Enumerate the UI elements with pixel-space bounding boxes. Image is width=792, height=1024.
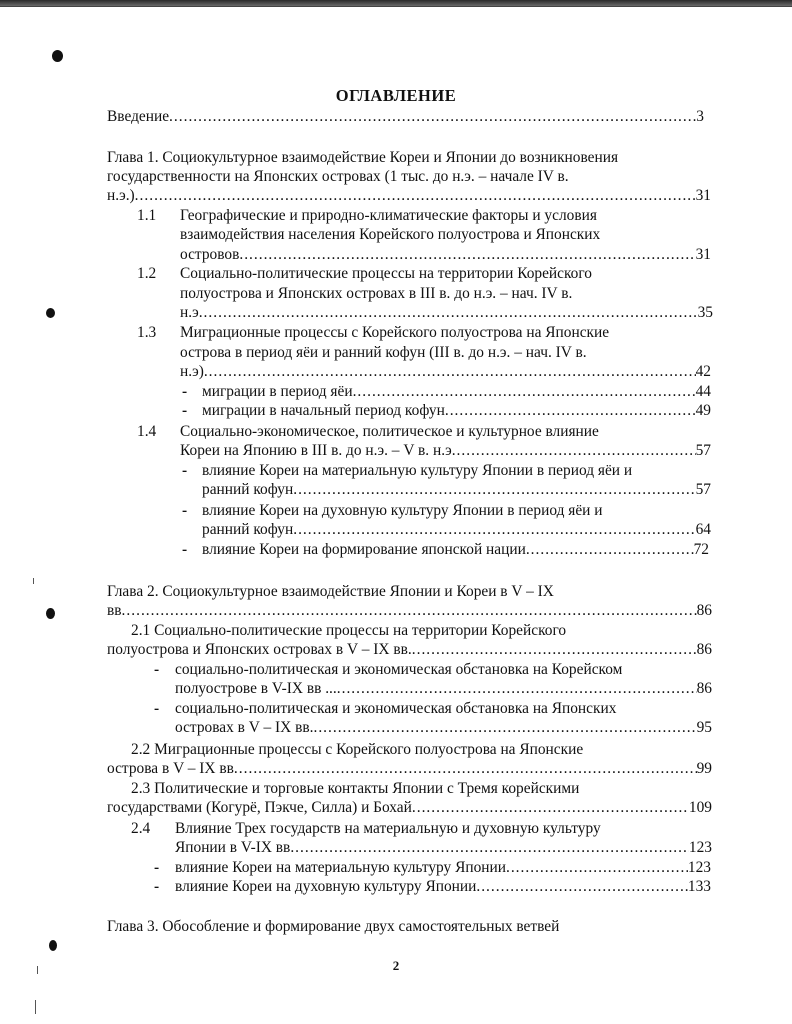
leader-dots	[239, 245, 695, 265]
toc-entry-chapter-1: н.э.) ..... 31	[107, 186, 711, 206]
toc-entry-1-3-bullet-1: миграции в период яёи ..... 44	[202, 382, 711, 402]
page-ref: 64	[695, 521, 711, 538]
section-2-1-bullet-2-line: социально-политическая и экономическая обстановка на Японских	[175, 700, 617, 717]
leader-dots	[204, 362, 696, 382]
toc-entry-2-3: государствами (Когурё, Пэкче, Силла) и Бохай ..... 109	[107, 798, 712, 818]
chapter-1-title-line: Глава 1. Социокультурное взаимодействие Кореи и Японии до возникновения	[107, 149, 619, 166]
page-ref: 99	[696, 760, 712, 777]
section-2-2-line: 2.2 Миграционные процессы с Корейского полуострова на Японские	[131, 741, 584, 758]
leader-dots	[313, 718, 696, 738]
page-number: 2	[392, 958, 400, 973]
leader-dots	[412, 640, 697, 660]
leader-dots	[526, 540, 694, 560]
section-1-3-line: острова в период яёи и ранний кофун (III в. до н.э. – нач. IV в.	[180, 344, 587, 361]
page-ref: 35	[697, 304, 713, 321]
toc-entry-2-2: острова в V – IX вв ..... 99	[107, 759, 712, 779]
bullet-dash: -	[154, 700, 160, 717]
section-number: 1.4	[137, 423, 157, 440]
leader-dots	[290, 838, 689, 858]
section-1-3-line: Миграционные процессы с Корейского полуострова на Японские	[180, 324, 610, 341]
toc-entry-2-1-bullet-1: полуострове в V-IX вв ... ..... 86	[175, 679, 712, 699]
section-number: 1.2	[137, 265, 157, 282]
section-2-3-line: 2.3 Политические и торговые контакты Японии с Тремя корейскими	[131, 780, 580, 797]
page-ref: 109	[688, 799, 712, 816]
leader-dots	[122, 601, 697, 621]
page-ref: 57	[695, 442, 711, 459]
section-number: 1.3	[137, 324, 157, 341]
section-2-4-line: Влияние Трех государств на материальную и духовную культуру	[175, 820, 601, 837]
page-ref: 42	[695, 363, 711, 380]
toc-entry-2-4-bullet-2: влияние Кореи на духовную культуру Японии ..... 133	[175, 877, 711, 897]
toc-entry-1-1: островов ..... 31	[180, 245, 711, 265]
page-ref: 86	[696, 680, 712, 697]
toc-entry-1-3-bullet-2: миграции в начальный период кофун ..... 49	[202, 401, 711, 421]
bullet-dash: -	[154, 661, 160, 678]
section-number: 1.1	[137, 207, 157, 224]
leader-dots	[234, 759, 697, 779]
bullet-dash: -	[182, 462, 188, 479]
bullet-dash: -	[154, 859, 160, 876]
page-ref: 86	[696, 641, 712, 658]
leader-dots	[412, 798, 689, 818]
chapter-2-title-line: Глава 2. Социокультурное взаимодействие Японии и Кореи в V – IX	[107, 583, 554, 600]
leader-dots	[452, 441, 696, 461]
section-1-1-line: взаимодействия населения Корейского полуострова и Японских	[180, 226, 601, 243]
bullet-dash: -	[154, 878, 160, 895]
section-number: 2.4	[131, 820, 151, 837]
toc-entry-2-1-bullet-2: островах в V – IX вв. ..... 95	[175, 718, 712, 738]
leader-dots	[353, 382, 696, 402]
page-ref: 57	[695, 481, 711, 498]
section-2-1-bullet-1-line: социально-политическая и экономическая обстановка на Корейском	[175, 661, 623, 678]
toc-entry-1-4-bullet-1: ранний кофун ..... 57	[202, 480, 711, 500]
toc-entry-2-4-bullet-1: влияние Кореи на материальную культуру Японии ..... 123	[175, 858, 711, 878]
toc-entry-2-1: полуострова и Японских островах в V – IX вв. ..... 86	[107, 640, 712, 660]
chapter-3-title-line: Глава 3. Обособление и формирование двух самостоятельных ветвей	[107, 918, 560, 935]
chapter-1-title-line: государственности на Японских островах (1 тыс. до н.э. – начале IV в.	[107, 168, 569, 185]
leader-dots	[476, 877, 688, 897]
page-ref: 31	[695, 187, 711, 204]
toc-entry-1-4-bullet-2: ранний кофун ..... 64	[202, 520, 711, 540]
section-1-2-line: Социально-политические процессы на территории Корейского	[180, 265, 593, 282]
section-1-4-line: Социально-экономическое, политическое и культурное влияние	[180, 423, 599, 440]
toc-entry-1-3: н.э) ..... 42	[180, 362, 711, 382]
leader-dots	[169, 107, 696, 127]
section-1-1-line: Географические и природно-климатические факторы и условия	[180, 207, 597, 224]
bullet-dash: -	[182, 402, 188, 419]
bullet-dash: -	[182, 502, 188, 519]
page-ref: 123	[687, 859, 711, 876]
toc-entry-intro: Введение ..... 3	[107, 107, 704, 127]
page-ref: 86	[696, 602, 712, 619]
toc-entry-2-4: Японии в V-IX вв ..... 123	[175, 838, 712, 858]
page-ref: 72	[693, 541, 709, 558]
section-1-4-bullet-1-line: влияние Кореи на материальную культуру Японии в период яёи и	[202, 462, 633, 479]
section-1-4-bullet-2-line: влияние Кореи на духовную культуру Японии в период яёи и	[202, 502, 603, 519]
page-ref: 31	[695, 246, 711, 263]
leader-dots	[135, 186, 696, 206]
leader-dots	[445, 401, 696, 421]
leader-dots	[337, 679, 697, 699]
page-ref: 49	[695, 402, 711, 419]
page-ref: 3	[696, 108, 704, 125]
toc-entry-1-4: Кореи на Японию в III в. до н.э. – V в. н.э ..... 57	[180, 441, 711, 461]
bullet-dash: -	[182, 541, 188, 558]
leader-dots	[293, 520, 695, 540]
page-ref: 44	[695, 383, 711, 400]
toc-entry-chapter-2: вв ..... 86	[107, 601, 712, 621]
page-ref: 133	[687, 878, 711, 895]
leader-dots	[199, 303, 698, 323]
section-1-2-line: полуострова и Японских островах в III в. до н.э. – нач. IV в.	[180, 285, 573, 302]
leader-dots	[506, 858, 688, 878]
leader-dots	[293, 480, 695, 500]
page-ref: 123	[688, 839, 712, 856]
section-2-1-line: 2.1 Социально-политические процессы на территории Корейского	[131, 622, 567, 639]
toc-title: ОГЛАВЛЕНИЕ	[335, 86, 457, 105]
bullet-dash: -	[182, 383, 188, 400]
page-ref: 95	[696, 719, 712, 736]
toc-entry-1-4-bullet-3: влияние Кореи на формирование японской нации ..... 72	[202, 540, 709, 560]
toc-entry-1-2: н.э ..... 35	[180, 303, 713, 323]
